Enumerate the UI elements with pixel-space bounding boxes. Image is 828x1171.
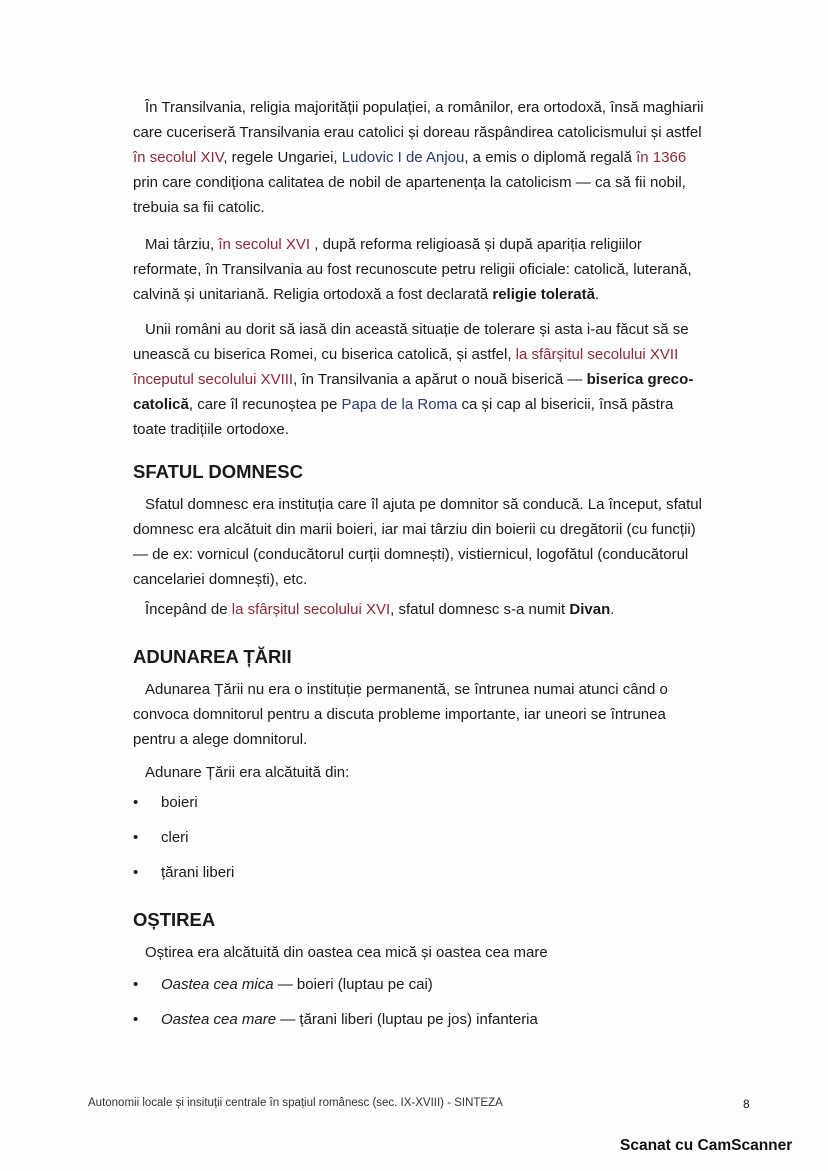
list-item: • țărani liberi (133, 864, 234, 899)
paragraph-transilvania (133, 95, 708, 220)
text: Unii români au dorit să iasă din această situație de tolerare și asta i-au făcut să se unească cu biserica Romei, cu biserica catolică, și astfel, (133, 321, 689, 363)
text: , sfatul domnesc s-a numit (390, 601, 570, 618)
highlight-date: în 1366 (636, 149, 687, 166)
list-item (133, 976, 538, 1011)
paragraph-sfat: Sfatul domnesc era instituția care îl ajuta pe domnitor să conducă. La început, sfatul domnesc era alcătuit din marii boieri, iar mai târziu din boierii cu dregătorii (cu funcții) — de ex: vornicul (conducătorul curții domnești), vistiernicul, logofătul (conducătorul cancelariei domnești), etc. (133, 496, 702, 588)
list-item: • boieri (133, 794, 234, 829)
camscanner-watermark: Scanat cu CamScanner (620, 1137, 793, 1154)
text: , a emis o diplomă regală (464, 149, 637, 166)
paragraph-greco-catolica (133, 317, 708, 442)
paragraph-ostirea: Oștirea era alcătuită din oastea cea mică și oastea cea mare (145, 944, 548, 961)
highlight-person: Papa de la Roma (341, 396, 458, 413)
highlight-date: la sfârșitul secolului XVI (231, 601, 391, 618)
text: , regele Ungariei, (223, 149, 342, 166)
text: . (610, 601, 615, 618)
highlight-date: la sfârșitul secolului XVII începutul secolului XVIII (133, 346, 679, 388)
list-oastea (133, 976, 538, 1046)
term: Oastea cea mare (161, 1011, 277, 1028)
text: , care îl recunoștea pe (188, 396, 342, 413)
list-item (133, 1011, 538, 1046)
page-number: 8 (743, 1097, 750, 1111)
heading-adunarea-tarii: ADUNAREA ȚĂRII (133, 646, 292, 667)
text: , după reforma religioasă și după apariția religiilor reformate, în Transilvania au fost recunoscute petru religii oficiale: catolică, luterană, calvină și unitariană. Religia ortodoxă a fost declarată (133, 236, 692, 303)
paragraph-adunare: Adunarea Țării nu era o instituție permanentă, se întrunea numai atunci când o convoca domnitorul pentru a discuta probleme importante, iar uneori se întrunea pentru a alege domnitorul. (133, 681, 668, 748)
paragraph-divan (133, 597, 708, 622)
bold-term: biserica greco-catolică (133, 371, 694, 413)
heading-sfatul-domnesc: SFATUL DOMNESC (133, 461, 303, 482)
highlight-person: Ludovic I de Anjou (341, 149, 465, 166)
footer-title: Autonomii locale și insituții centrale în spațiul românesc (sec. IX-XVIII) - SINTEZA (88, 1097, 503, 1109)
text: În Transilvania, religia majorității populației, a românilor, era ortodoxă, însă maghiarii care cuceriseră Transilvania erau catolici și doreau răspândirea catolicismului și astfel (133, 99, 704, 141)
text: , în Transilvania a apărut o nouă biserică — (293, 371, 587, 388)
list-item: • cleri (133, 829, 234, 864)
text: . (594, 286, 600, 303)
highlight-date: în secolul XIV (133, 149, 224, 166)
paragraph-reforma (133, 232, 708, 307)
paragraph-adunare-componenta: Adunare Țării era alcătuită din: (145, 764, 350, 781)
heading-ostirea: OȘTIREA (133, 909, 216, 930)
text: Începând de (145, 601, 232, 618)
bold-term: Divan (569, 601, 611, 618)
text: — țărani liberi (luptau pe jos) infanteria (276, 1011, 538, 1028)
term: Oastea cea mica (161, 976, 274, 993)
list-adunare (133, 794, 234, 899)
text: — boieri (luptau pe cai) (273, 976, 433, 993)
text: prin care condiționa calitatea de nobil de apartenența la catolicism — ca să fii nobil, trebuia sa fii catolic. (133, 174, 686, 216)
highlight-date: în secolul XVI (218, 236, 311, 253)
text: ca și cap al bisericii, însă păstra toate tradițiile ortodoxe. (133, 396, 674, 438)
bold-term: religie tolerată (492, 286, 595, 303)
text: Mai târziu, (145, 236, 219, 253)
